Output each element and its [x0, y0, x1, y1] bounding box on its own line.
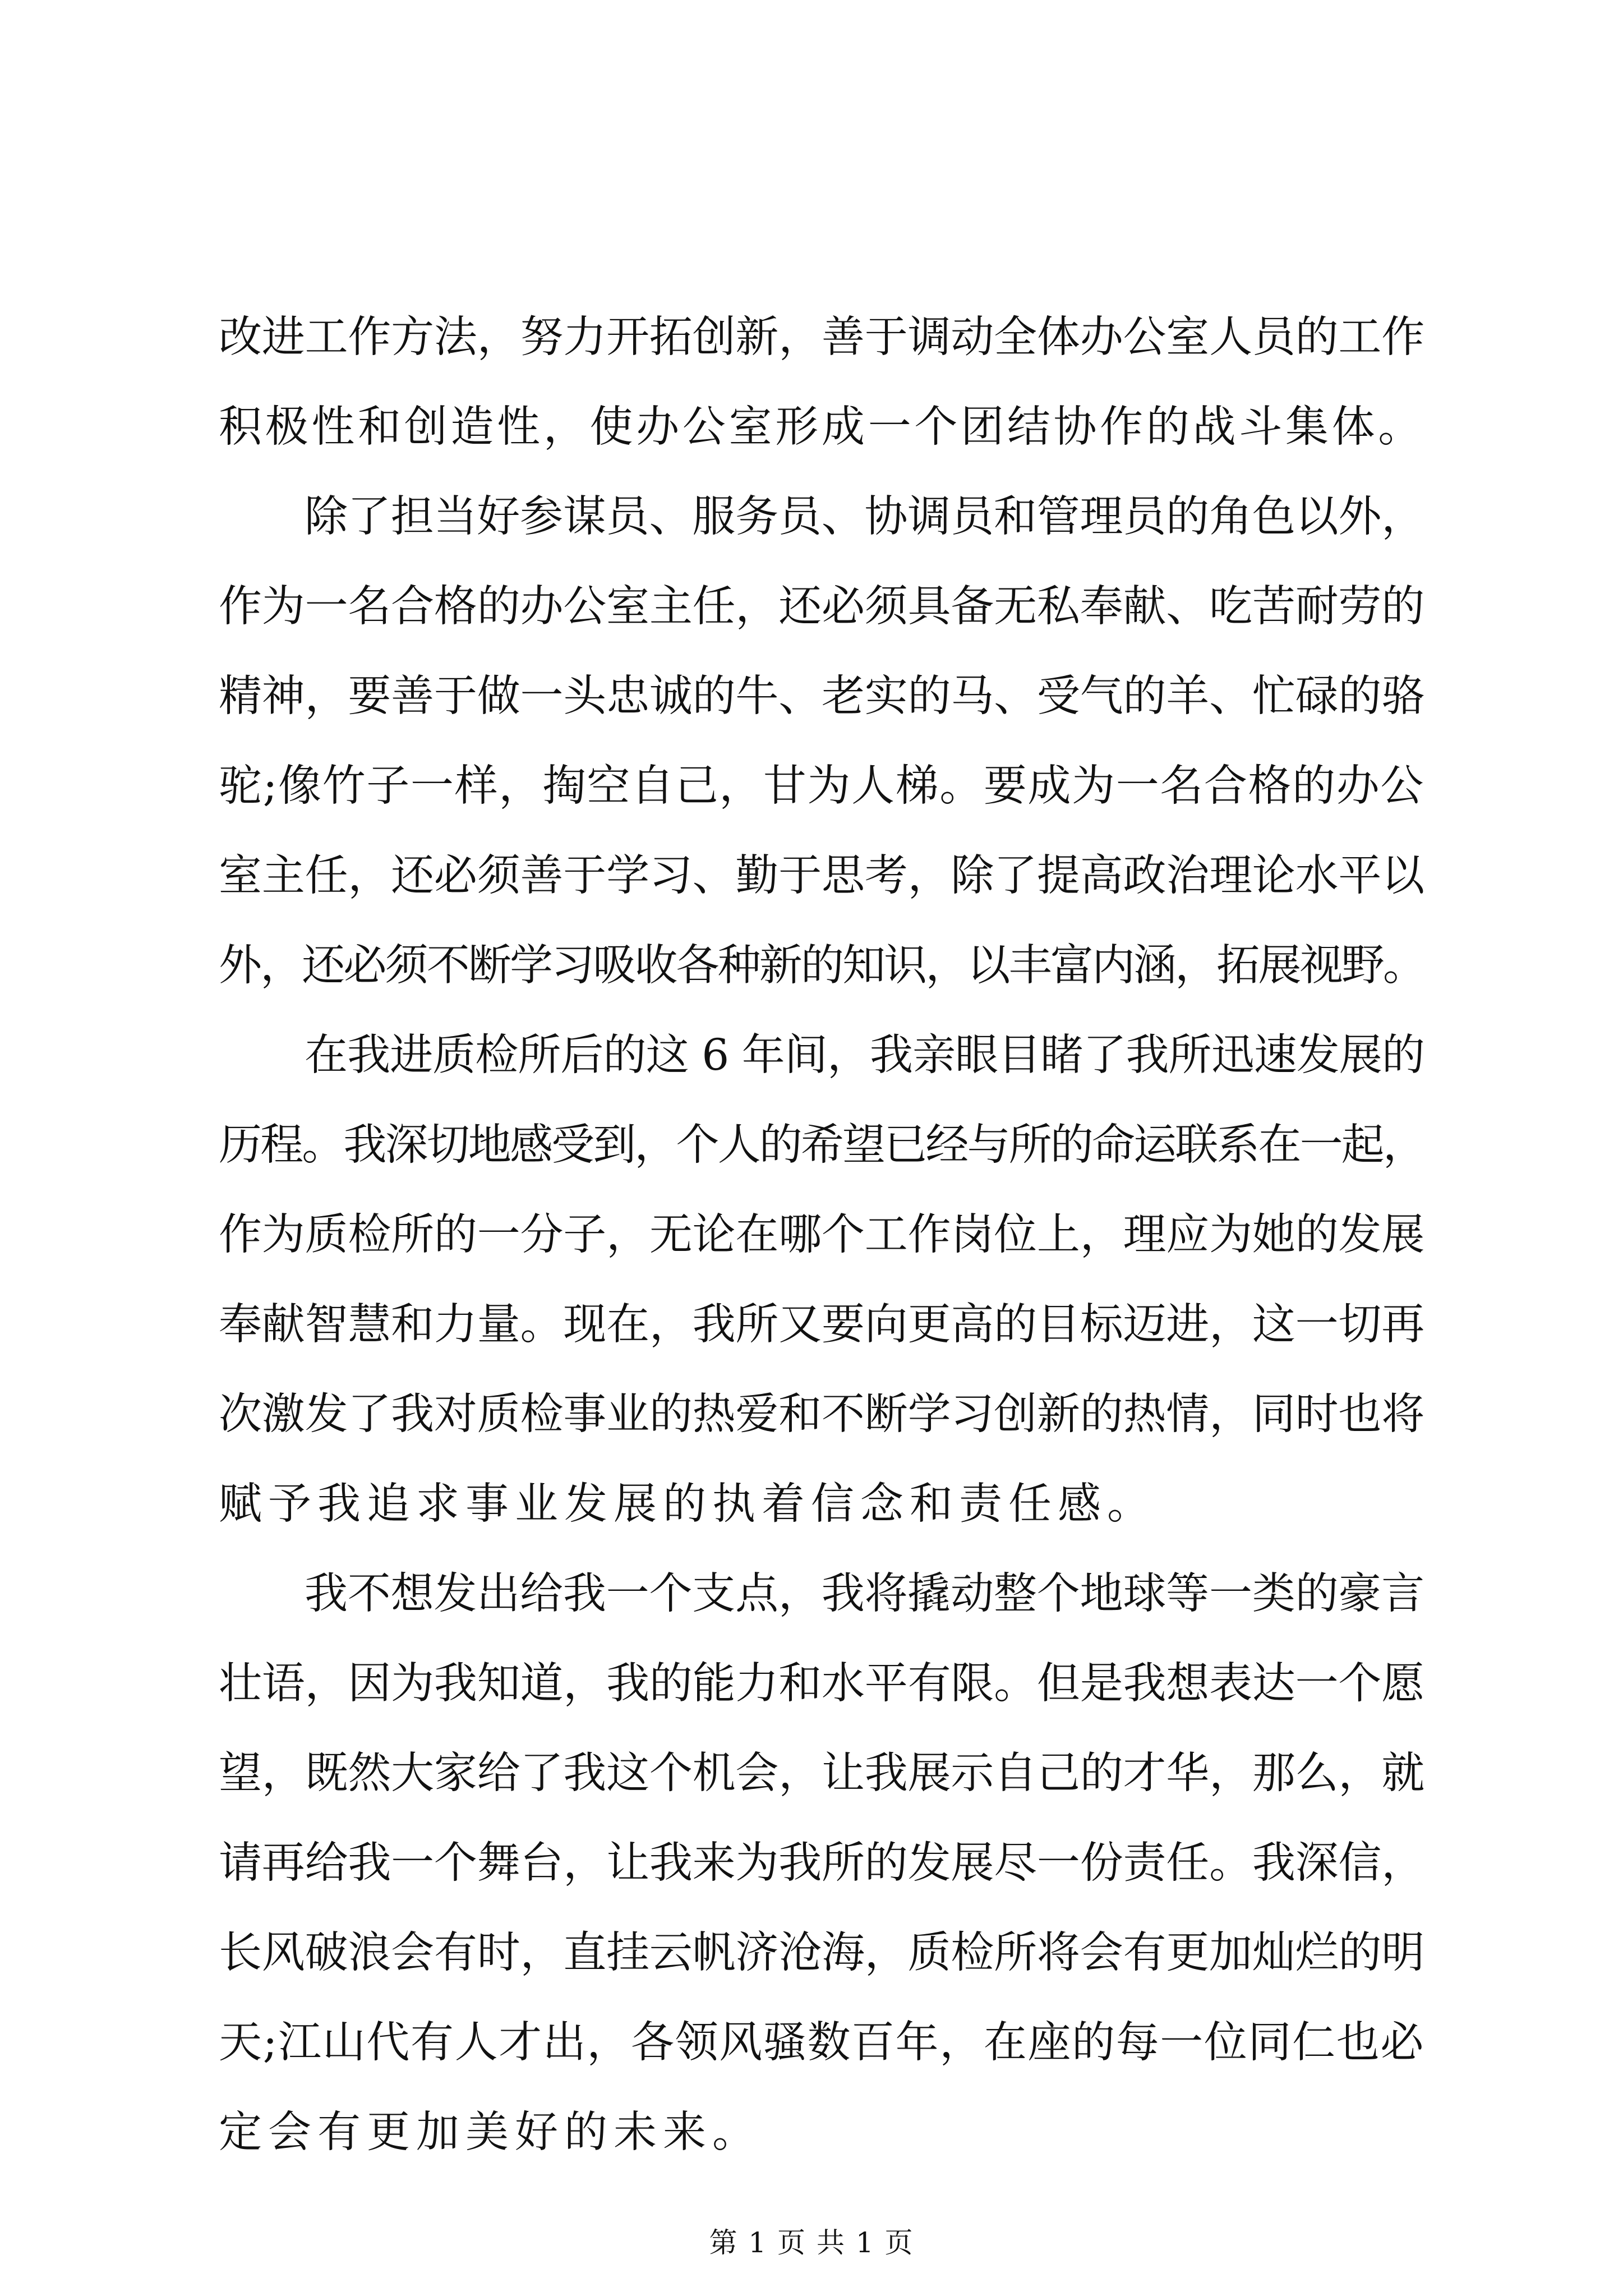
paragraph-2-line-6: 外，还必须不断学习吸收各种新的知识，以丰富内涵，拓展视野。: [219, 941, 1424, 991]
paragraph-4-line-1: 我不想发出给我一个支点，我将撬动整个地球等一类的豪言: [305, 1569, 1424, 1619]
paragraph-2-line-1: 除了担当好参谋员、服务员、协调员和管理员的角色以外，: [305, 492, 1424, 542]
paragraph-4-line-6: 天;江山代有人才出，各领风骚数百年，在座的每一位同仁也必: [219, 2018, 1424, 2068]
paragraph-4-line-4: 请再给我一个舞台，让我来为我所的发展尽一份责任。我深信，: [219, 1838, 1424, 1888]
page-footer: 第 1 页 共 1 页: [709, 2226, 914, 2259]
paragraph-3-line-1: 在我进质检所后的这 6 年间，我亲眼目睹了我所迅速发展的: [305, 1030, 1424, 1080]
paragraph-3-line-4: 奉献智慧和力量。现在，我所又要向更高的目标迈进，这一切再: [219, 1300, 1424, 1350]
paragraph-2-line-2: 作为一名合格的办公室主任，还必须具备无私奉献、吃苦耐劳的: [219, 582, 1424, 632]
paragraph-1-line-2: 积极性和创造性，使办公室形成一个团结协作的战斗集体。: [219, 402, 1424, 452]
paragraph-2-line-4: 驼;像竹子一样，掏空自己，甘为人梯。要成为一名合格的办公: [219, 761, 1424, 811]
paragraph-2-line-5: 室主任，还必须善于学习、勤于思考，除了提高政治理论水平以: [219, 851, 1424, 901]
paragraph-3-line-5: 次激发了我对质检事业的热爱和不断学习创新的热情，同时也将: [219, 1389, 1424, 1439]
paragraph-3-line-3: 作为质检所的一分子，无论在哪个工作岗位上，理应为她的发展: [219, 1210, 1424, 1260]
paragraph-4-line-5: 长风破浪会有时，直挂云帆济沧海，质检所将会有更加灿烂的明: [219, 1928, 1424, 1978]
paragraph-1-line-1: 改进工作方法，努力开拓创新，善于调动全体办公室人员的工作: [219, 312, 1424, 362]
paragraph-3-line-6: 赋予我追求事业发展的执着信念和责任感。: [219, 1479, 1156, 1529]
paragraph-2-line-3: 精神，要善于做一头忠诚的牛、老实的马、受气的羊、忙碌的骆: [219, 671, 1424, 721]
paragraph-4-line-7: 定会有更加美好的未来。: [219, 2108, 762, 2157]
paragraph-4-line-2: 壮语，因为我知道，我的能力和水平有限。但是我想表达一个愿: [219, 1659, 1424, 1709]
paragraph-4-line-3: 望，既然大家给了我这个机会，让我展示自己的才华，那么，就: [219, 1749, 1424, 1798]
paragraph-3-line-2: 历程。我深切地感受到，个人的希望已经与所的命运联系在一起，: [219, 1120, 1424, 1170]
